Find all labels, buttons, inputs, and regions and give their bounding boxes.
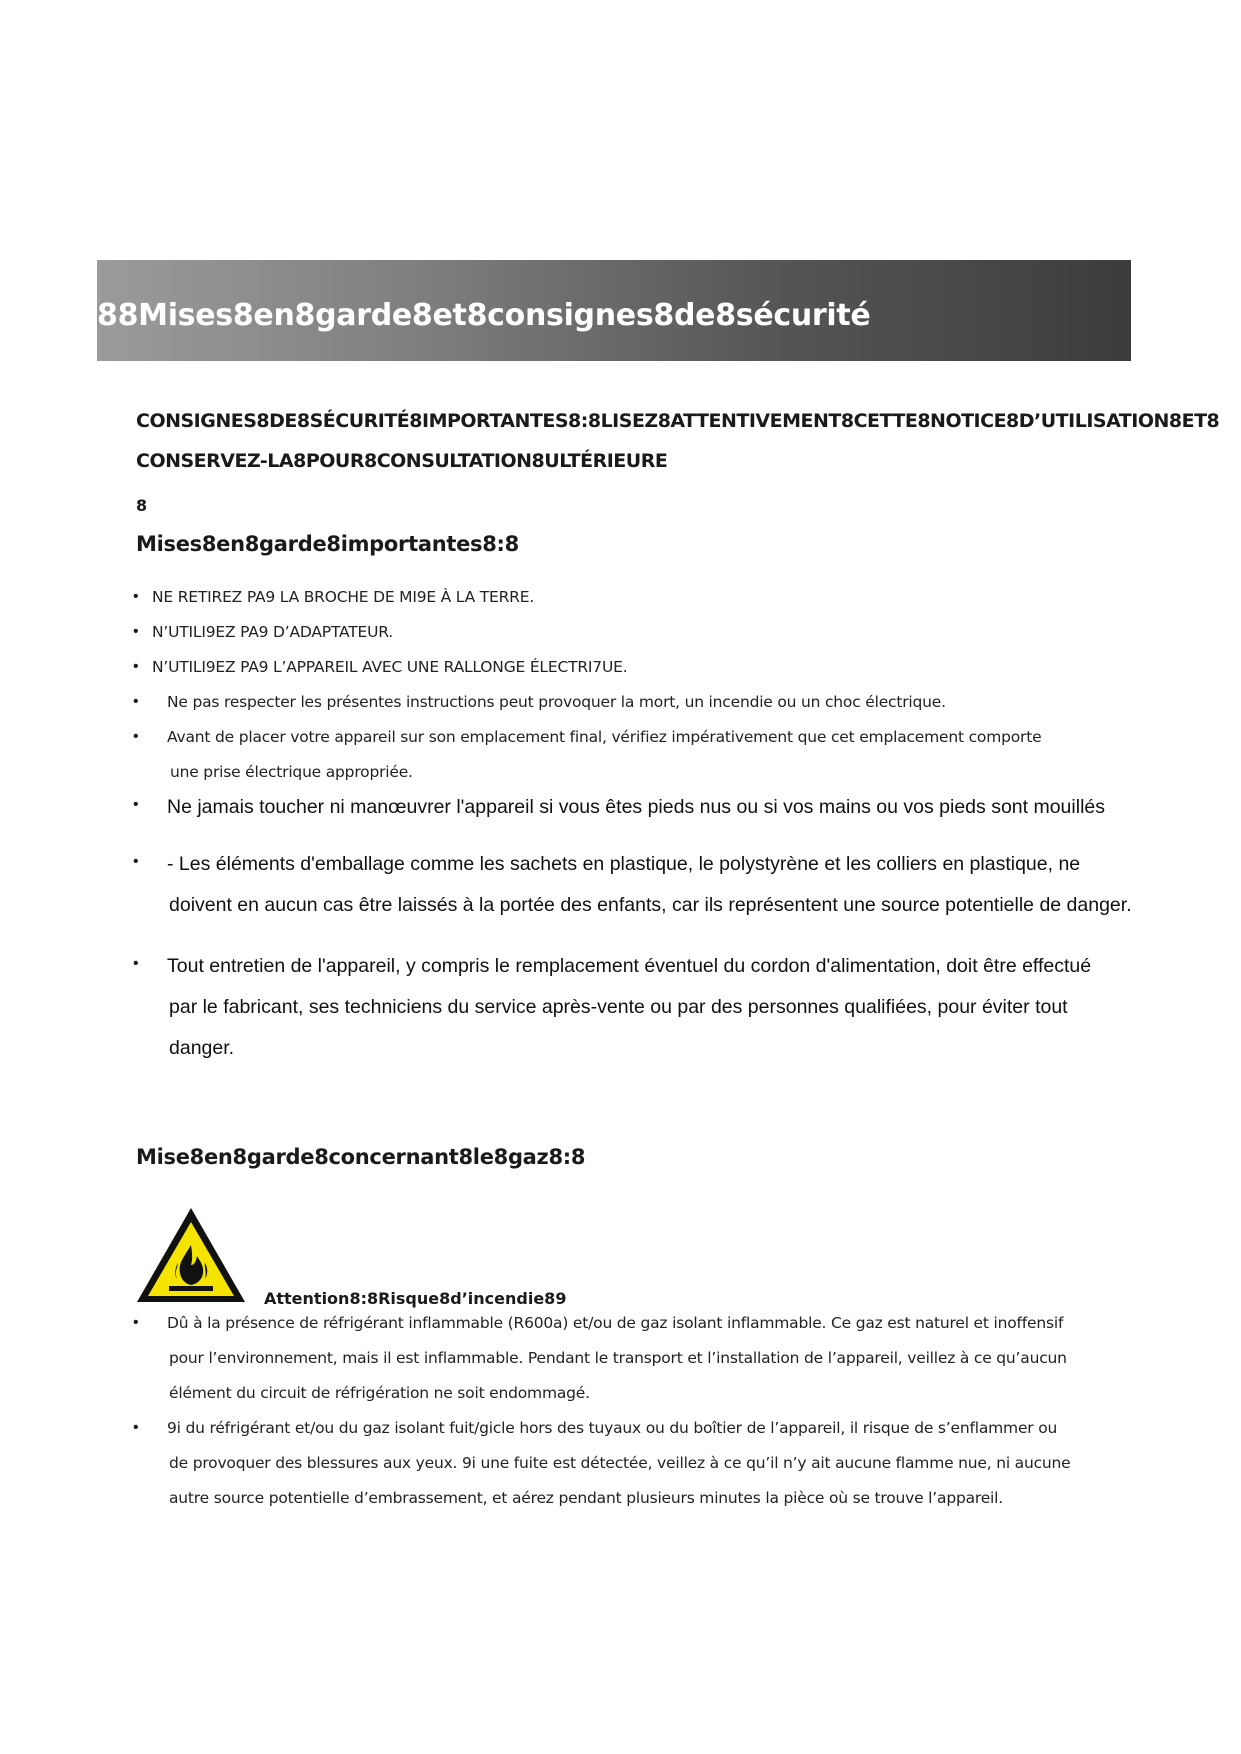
bullet-dot: • xyxy=(133,796,139,813)
flammable-warning-icon xyxy=(134,1205,248,1305)
intro-line-3: 8 xyxy=(136,496,148,515)
list-item-text-continued: autre source potentielle d’embrassement, et aérez pendant plusieurs minutes la pièce où se trouve l’appareil. xyxy=(169,1489,1004,1507)
list-item-text-continued: élément du circuit de réfrigération ne soit endommagé. xyxy=(169,1384,590,1402)
bullet-dot: • xyxy=(133,658,139,675)
list-item-text: Ne jamais toucher ni manœuvrer l'appareil si vous êtes pieds nus ou si vos mains ou vos pieds sont mouillés xyxy=(167,796,1105,818)
bullet-dot: • xyxy=(133,955,139,972)
bullet-dot: • xyxy=(133,693,139,710)
intro-line-1: CONSIGNES8DE8SÉCURITÉ8IMPORTANTES8:8LISEZ8ATTENTIVEMENT8CETTE8NOTICE8D’UTILISATION8ET8 xyxy=(136,410,1220,432)
bullet-dot: • xyxy=(133,1419,139,1436)
bullet-dot: • xyxy=(133,853,139,870)
list-item-text: Avant de placer votre appareil sur son emplacement final, vérifiez impérativement que cet emplacement comporte xyxy=(167,728,1042,746)
attention-fire-risk-label: Attention8:8Risque8d’incendie89 xyxy=(264,1289,567,1308)
list-item-text: N’UTILI9EZ PA9 L’APPAREIL AVEC UNE RALLONGE ÉLECTRI7UE. xyxy=(152,658,628,676)
bullet-dot: • xyxy=(133,623,139,640)
list-item-text-continued: pour l’environnement, mais il est inflammable. Pendant le transport et l’installation de l’appareil, veillez à ce qu’aucun xyxy=(169,1349,1067,1367)
section-heading-important-warnings: Mises8en8garde8importantes8:8 xyxy=(136,532,519,556)
page-title: 88Mises8en8garde8et8consignes8de8sécurité xyxy=(97,298,871,333)
bullet-dot: • xyxy=(133,588,139,605)
section-banner xyxy=(97,260,1131,361)
list-item-text: NE RETIREZ PA9 LA BROCHE DE MI9E À LA TERRE. xyxy=(152,588,535,606)
bullet-dot: • xyxy=(133,728,139,745)
list-item-text-continued: par le fabricant, ses techniciens du service après-vente ou par des personnes qualifiées, pour éviter tout xyxy=(169,996,1068,1018)
list-item-text-continued: une prise électrique appropriée. xyxy=(170,763,413,781)
list-item-text-continued: doivent en aucun cas être laissés à la portée des enfants, car ils représentent une source potentielle de danger. xyxy=(169,894,1132,916)
list-item-text-continued: danger. xyxy=(169,1037,235,1059)
list-item-text: Dû à la présence de réfrigérant inflammable (R600a) et/ou de gaz isolant inflammable. Ce gaz est naturel et inoffensif xyxy=(167,1314,1064,1332)
list-item-text: Tout entretien de l'appareil, y compris le remplacement éventuel du cordon d'alimentation, doit être effectué xyxy=(167,955,1092,977)
bullet-dot: • xyxy=(133,1314,139,1331)
list-item-text: Ne pas respecter les présentes instructions peut provoquer la mort, un incendie ou un choc électrique. xyxy=(167,693,946,711)
list-item-text-continued: de provoquer des blessures aux yeux. 9i une fuite est détectée, veillez à ce qu’il n’y ait aucune flamme nue, ni aucune xyxy=(169,1454,1071,1472)
intro-line-2: CONSERVEZ-LA8POUR8CONSULTATION8ULTÉRIEURE xyxy=(136,450,668,472)
list-item-text: 9i du réfrigérant et/ou du gaz isolant fuit/gicle hors des tuyaux ou du boîtier de l’appareil, il risque de s’enflammer ou xyxy=(167,1419,1058,1437)
list-item-text: - Les éléments d'emballage comme les sachets en plastique, le polystyrène et les colliers en plastique, ne xyxy=(167,853,1081,875)
section-heading-gas-warning: Mise8en8garde8concernant8le8gaz8:8 xyxy=(136,1145,586,1169)
list-item-text: N’UTILI9EZ PA9 D’ADAPTATEUR. xyxy=(152,623,393,641)
